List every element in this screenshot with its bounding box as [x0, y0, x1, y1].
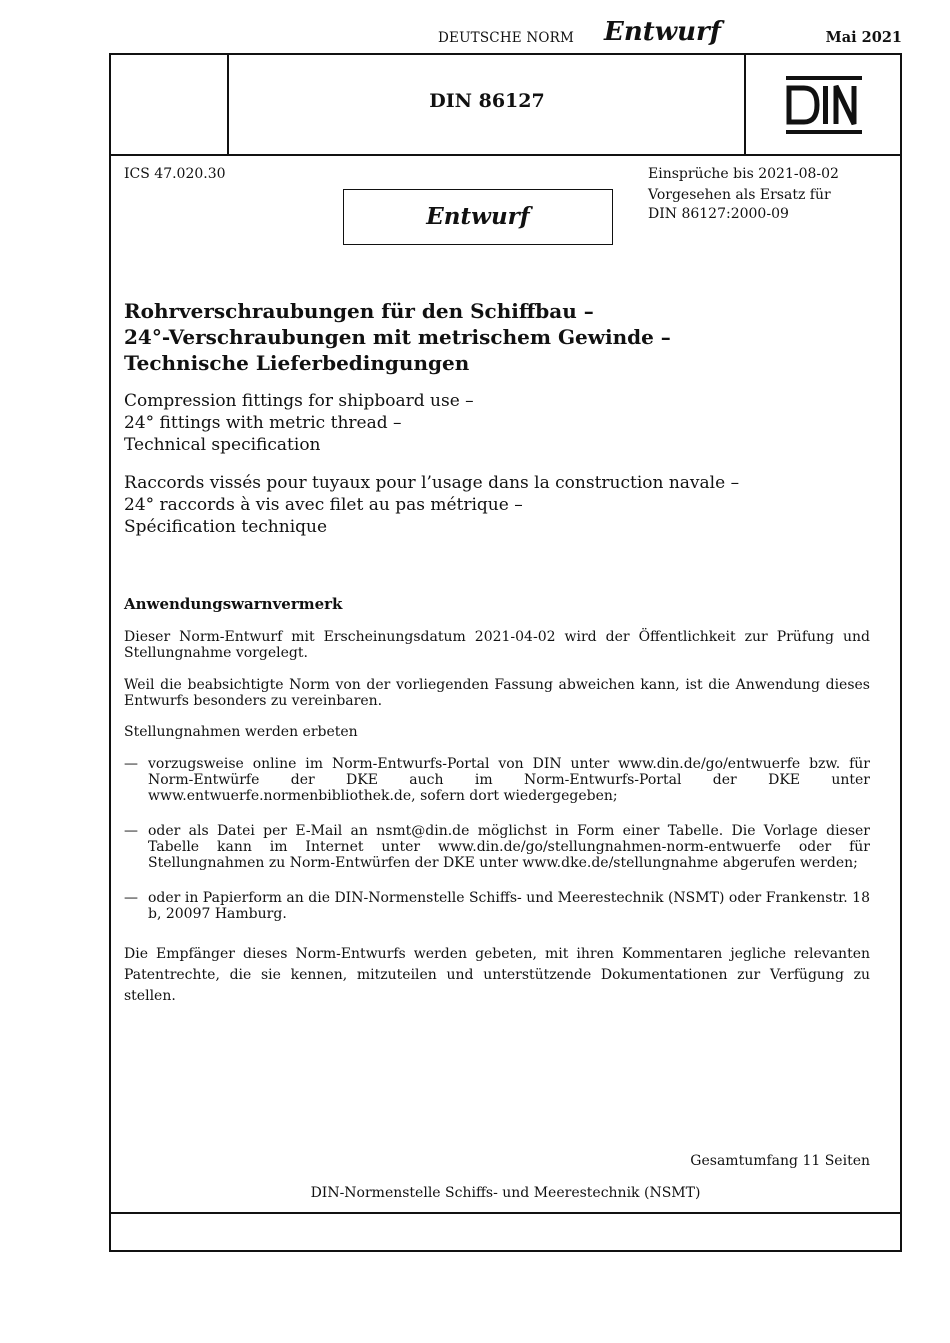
bullet-dash: — — [124, 823, 138, 839]
page-count: Gesamtumfang 11 Seiten — [690, 1153, 870, 1169]
bullet-dash: — — [124, 890, 138, 906]
list-item — [124, 823, 870, 873]
din-logo-icon — [786, 76, 862, 134]
list-item — [124, 756, 870, 806]
title-de-line: Rohrverschraubungen für den Schiffbau – — [124, 299, 594, 323]
bullet-dash: — — [124, 756, 138, 772]
title-de-line: Technische Lieferbedingungen — [124, 351, 470, 375]
bullet-text: oder als Datei per E-Mail an nsmt@din.de möglichst in Form einer Tabelle. Die Vorlage dieser Tabelle kann im Internet unter www.din.de/go/stellungnahmen-norm-entwuerfe oder für Stellungnahmen zu Norm-Entwürfen der DKE unter www.dke.de/stellungnahme abgerufen werden; — [148, 823, 870, 871]
din-number: DIN 86127 — [429, 90, 545, 112]
title-fr-line: Raccords vissés pour tuyaux pour l’usage dans la construction navale – — [124, 473, 740, 493]
draft-box: Entwurf — [343, 189, 613, 245]
bullet-text: oder in Papierform an die DIN-Normenstelle Schiffs- und Meerestechnik (NSMT) oder Frankenstr. 18 b, 20097 Hamburg. — [148, 890, 870, 922]
ics-code: ICS 47.020.30 — [124, 166, 226, 182]
title-french — [124, 472, 864, 538]
objection-deadline: Einsprüche bis 2021-08-02 — [648, 166, 839, 182]
title-fr-line: Spécification technique — [124, 517, 328, 537]
publication-date: Mai 2021 — [825, 29, 902, 46]
notice-paragraph-2: Weil die beabsichtigte Norm von der vorliegenden Fassung abweichen kann, ist die Anwendung dieses Entwurfs besonders zu vereinbaren. — [124, 677, 870, 709]
replacement-line-2: DIN 86127:2000-09 — [648, 206, 789, 222]
notice-paragraph-1: Dieser Norm-Entwurf mit Erscheinungsdatum 2021-04-02 wird der Öffentlichkeit zur Prüfung und Stellungnahme vorgelegt. — [124, 629, 870, 661]
title-english — [124, 390, 844, 456]
notice-heading: Anwendungswarnvermerk — [124, 595, 343, 613]
notice-paragraph-3: Stellungnahmen werden erbeten — [124, 724, 358, 740]
list-item — [124, 890, 870, 924]
publisher: DIN-Normenstelle Schiffs- und Meerestechnik (NSMT) — [310, 1185, 701, 1201]
draft-label-top: Entwurf — [604, 17, 721, 47]
notice-paragraph-4: Die Empfänger dieses Norm-Entwurfs werden gebeten, mit ihren Kommentaren jegliche relevanten Patentrechte, die sie kennen, mitzuteilen und unterstützende Dokumentationen zur Verfügung zu stellen. — [124, 946, 870, 1004]
title-en-line: 24° fittings with metric thread – — [124, 413, 402, 433]
replacement-line-1: Vorgesehen als Ersatz für — [648, 187, 831, 203]
title-en-line: Technical specification — [124, 435, 321, 455]
title-de-line: 24°-Verschraubungen mit metrischem Gewinde – — [124, 325, 671, 349]
norm-type-label: DEUTSCHE NORM — [438, 30, 575, 46]
title-german — [124, 298, 844, 376]
bullet-text: vorzugsweise online im Norm-Entwurfs-Portal von DIN unter www.din.de/go/entwuerfe bzw. für Norm-Entwürfe der DKE auch im Norm-Entwurfs-Portal der DKE unter www.entwuerfe.normenbibliothek.de, sofern dort wiedergegeben; — [148, 756, 870, 804]
title-en-line: Compression fittings for shipboard use – — [124, 391, 474, 411]
footer-divider — [109, 1212, 902, 1214]
title-fr-line: 24° raccords à vis avec filet au pas métrique – — [124, 495, 523, 515]
